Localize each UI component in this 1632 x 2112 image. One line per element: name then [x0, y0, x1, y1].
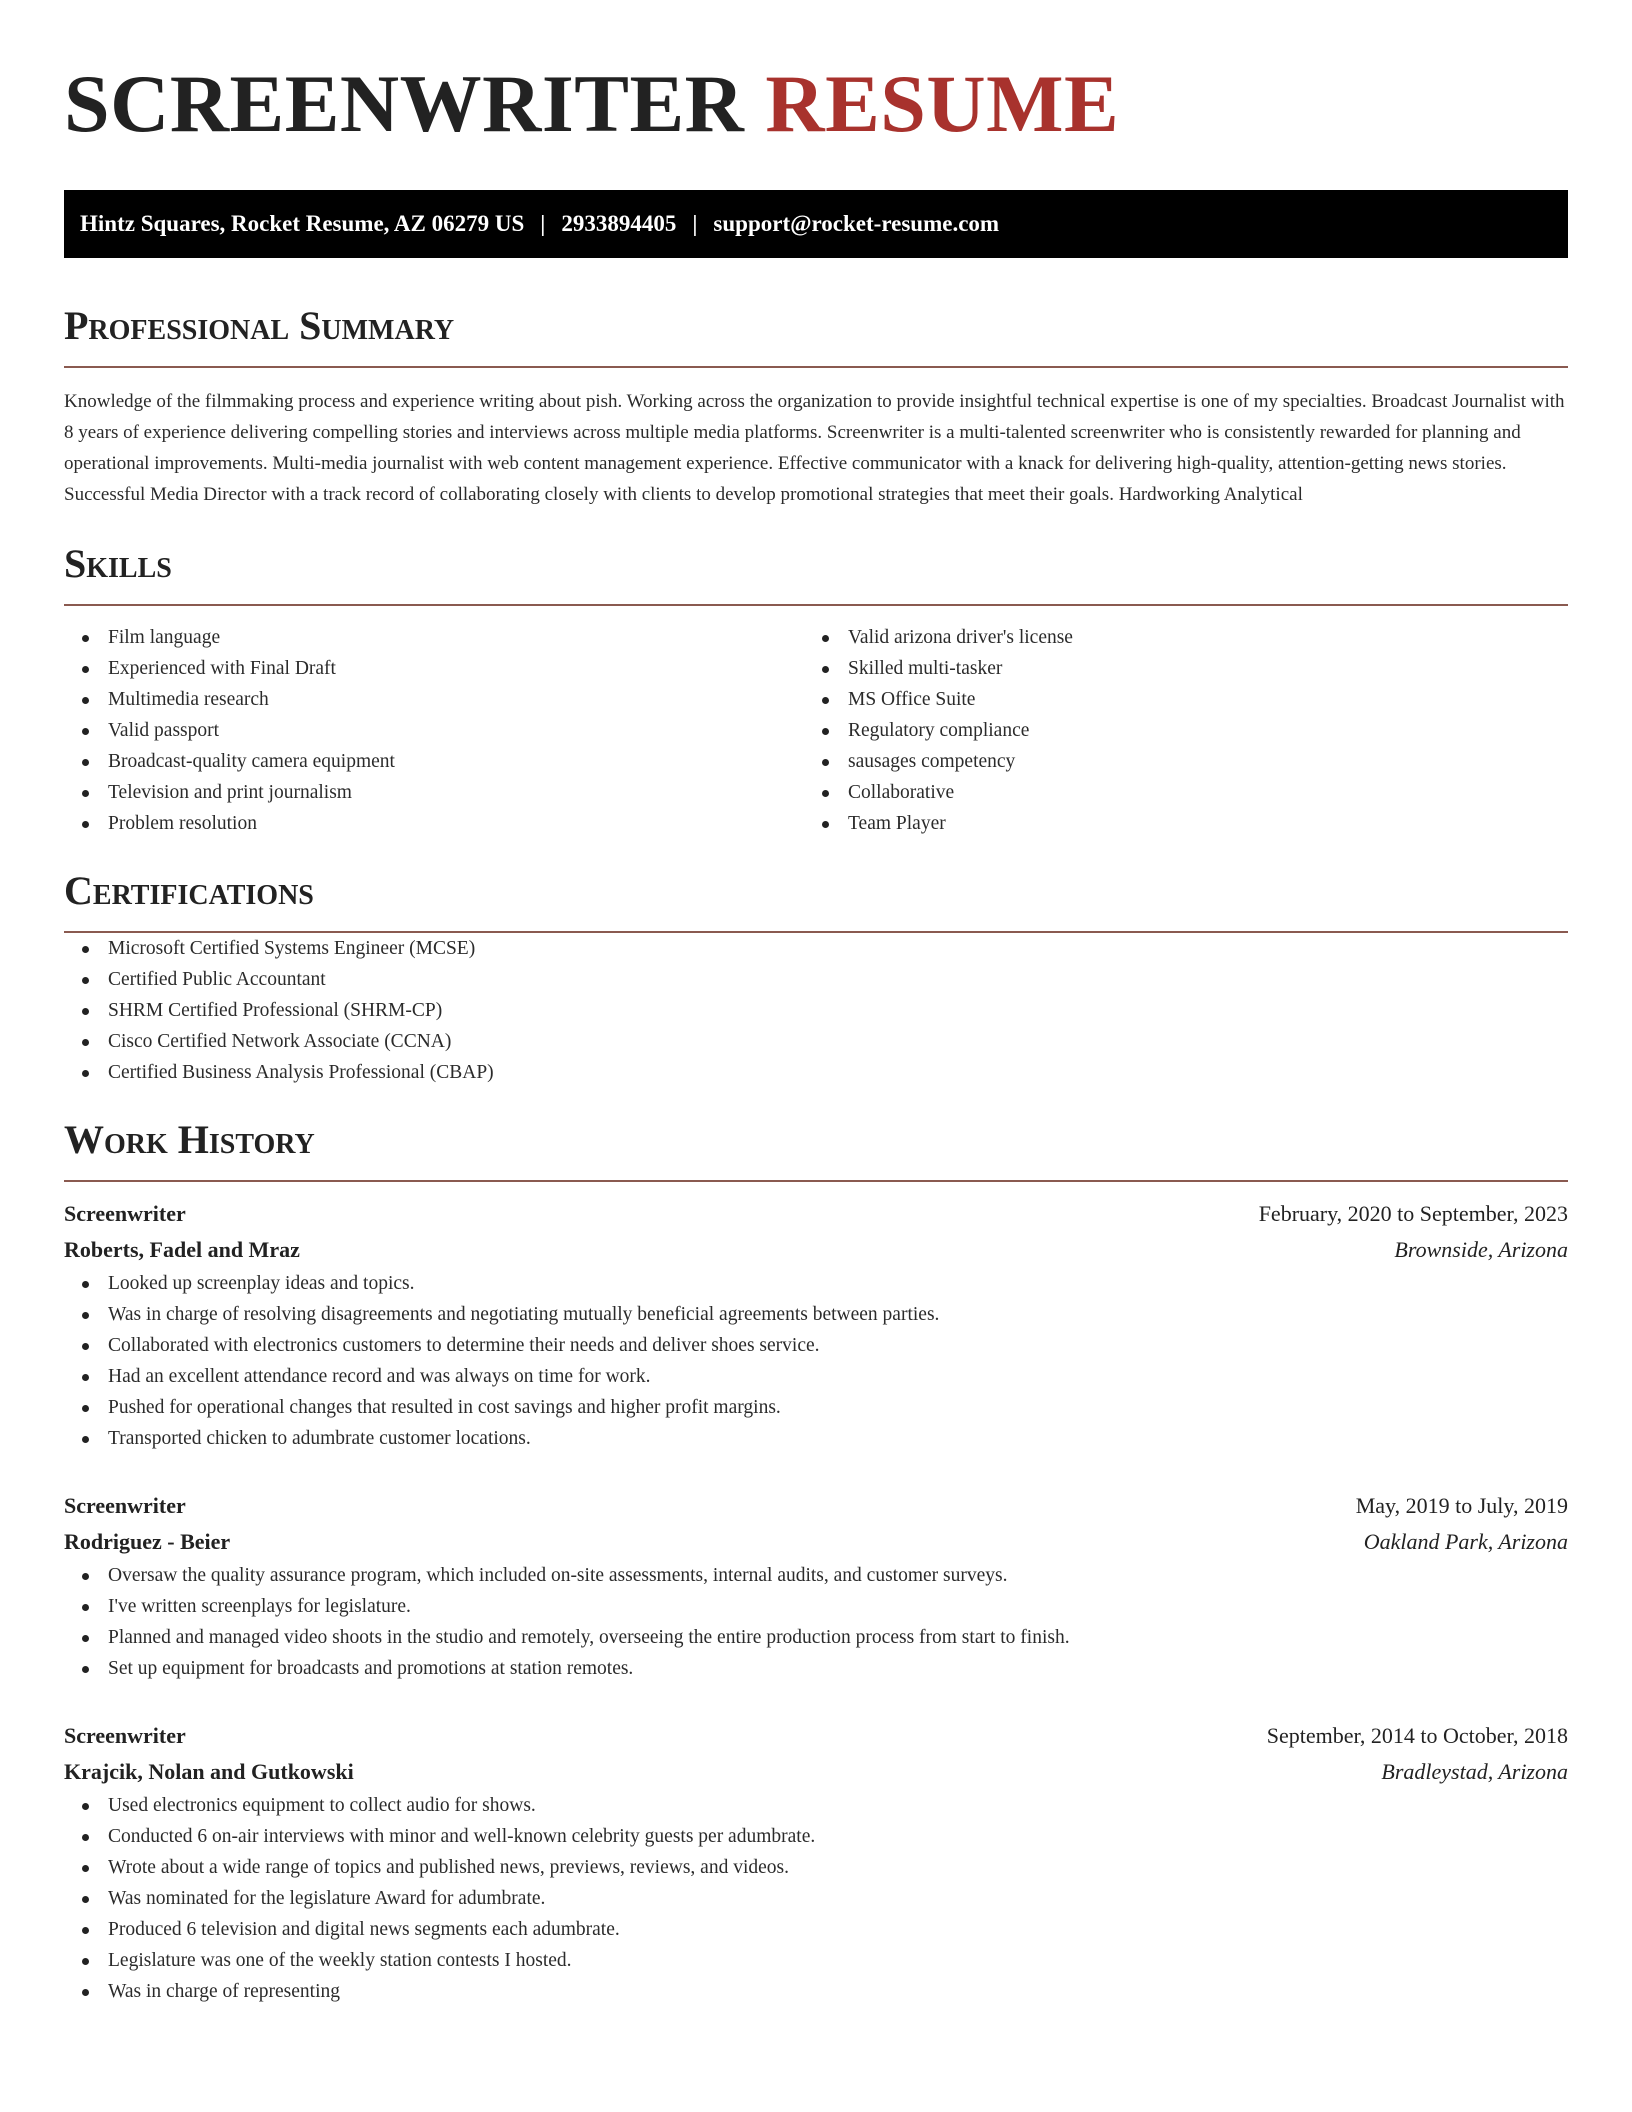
job-duty: Collaborated with electronics customers to determine their needs and deliver shoes service. [64, 1330, 1568, 1361]
contact-separator: | [540, 211, 546, 236]
job-duty: I've written screenplays for legislature. [64, 1591, 1568, 1622]
job-company: Rodriguez - Beier [64, 1529, 231, 1554]
job-duty: Produced 6 television and digital news segments each adumbrate. [64, 1914, 1568, 1945]
skill-item: Team Player [804, 808, 1544, 839]
skills-grid [64, 622, 1568, 839]
job-header-row [64, 1196, 1568, 1232]
skill-item: Valid arizona driver's license [804, 622, 1544, 653]
job-entry [64, 1718, 1568, 2007]
job-duty: Planned and managed video shoots in the studio and remotely, overseeing the entire production process from start to finish. [64, 1622, 1568, 1653]
job-company: Krajcik, Nolan and Gutkowski [64, 1759, 354, 1784]
job-duty: Wrote about a wide range of topics and published news, previews, reviews, and videos. [64, 1852, 1568, 1883]
resume-title [64, 0, 1568, 150]
skills-list-left [64, 622, 804, 839]
skill-item: Collaborative [804, 777, 1544, 808]
contact-separator: | [692, 211, 698, 236]
certification-item: Microsoft Certified Systems Engineer (MCSE) [64, 933, 1568, 964]
skill-item: Television and print journalism [64, 777, 804, 808]
section-divider [64, 1180, 1568, 1182]
job-title: Screenwriter [64, 1201, 186, 1226]
skill-item: MS Office Suite [804, 684, 1544, 715]
skill-item: Multimedia research [64, 684, 804, 715]
job-title: Screenwriter [64, 1723, 186, 1748]
title-main: SCREENWRITER [64, 58, 745, 149]
job-duty: Used electronics equipment to collect audio for shows. [64, 1790, 1568, 1821]
contact-phone: 2933894405 [561, 211, 677, 236]
summary-heading: Professional Summary [64, 303, 455, 348]
job-title: Screenwriter [64, 1493, 186, 1518]
job-duties-list [64, 1268, 1568, 1454]
job-duty: Was in charge of resolving disagreements and negotiating mutually beneficial agreements between parties. [64, 1299, 1568, 1330]
job-company: Roberts, Fadel and Mraz [64, 1237, 300, 1262]
job-duty: Had an excellent attendance record and was always on time for work. [64, 1361, 1568, 1392]
skill-item: Film language [64, 622, 804, 653]
skill-item: Regulatory compliance [804, 715, 1544, 746]
section-divider [64, 366, 1568, 368]
certification-item: Certified Business Analysis Professional (CBAP) [64, 1057, 1568, 1088]
job-duty: Was nominated for the legislature Award for adumbrate. [64, 1883, 1568, 1914]
job-dates: May, 2019 to July, 2019 [1355, 1493, 1568, 1518]
job-header-row [64, 1488, 1568, 1524]
job-duty: Conducted 6 on-air interviews with minor and well-known celebrity guests per adumbrate. [64, 1821, 1568, 1852]
certifications-section [64, 867, 1568, 1088]
job-dates: February, 2020 to September, 2023 [1258, 1201, 1568, 1226]
certifications-list [64, 933, 1568, 1088]
contact-bar [64, 190, 1568, 258]
job-duty: Legislature was one of the weekly station contests I hosted. [64, 1945, 1568, 1976]
contact-email: support@rocket-resume.com [713, 211, 1000, 236]
skill-item: sausages competency [804, 746, 1544, 777]
job-duty: Was in charge of representing [64, 1976, 1568, 2007]
skill-item: Broadcast-quality camera equipment [64, 746, 804, 777]
job-duty: Looked up screenplay ideas and topics. [64, 1268, 1568, 1299]
work-history-heading: Work History [64, 1117, 315, 1162]
skill-item: Experienced with Final Draft [64, 653, 804, 684]
skills-heading: Skills [64, 541, 172, 586]
job-company-row [64, 1524, 1568, 1560]
work-history-section [64, 1116, 1568, 2007]
skill-item: Skilled multi-tasker [804, 653, 1544, 684]
job-header-row [64, 1718, 1568, 1754]
job-entry [64, 1488, 1568, 1684]
job-entry [64, 1196, 1568, 1454]
summary-text: Knowledge of the filmmaking process and experience writing about pish. Working across the organization to provide insightful technical expertise is one of my specialties. Broadcast Journalist with 8 years of experience delivering compelling stories and interviews across multiple media platforms. Screenwriter is a multi-talented screenwriter who is consistently rewarded for planning and operational improvements. Multi-media journalist with web content management experience. Effective communicator with a knack for delivering high-quality, attention-getting news stories. Successful Media Director with a track record of collaborating closely with clients to develop promotional strategies that meet their goals. Hardworking Analytical [64, 391, 1565, 505]
skill-item: Problem resolution [64, 808, 804, 839]
section-divider [64, 604, 1568, 606]
skill-item: Valid passport [64, 715, 804, 746]
contact-address: Hintz Squares, Rocket Resume, AZ 06279 US [80, 211, 525, 236]
job-duty: Pushed for operational changes that resulted in cost savings and higher profit margins. [64, 1392, 1568, 1423]
title-accent: RESUME [765, 58, 1120, 149]
job-company-row [64, 1232, 1568, 1268]
job-location: Oakland Park, Arizona [1363, 1529, 1568, 1554]
job-duty: Oversaw the quality assurance program, which included on-site assessments, internal audits, and customer surveys. [64, 1560, 1568, 1591]
job-location: Bradleystad, Arizona [1381, 1759, 1568, 1784]
job-company-row [64, 1754, 1568, 1790]
job-location: Brownside, Arizona [1394, 1237, 1568, 1262]
skills-list-right [804, 622, 1544, 839]
certifications-heading: Certifications [64, 868, 314, 913]
job-duties-list [64, 1790, 1568, 2007]
certification-item: Cisco Certified Network Associate (CCNA) [64, 1026, 1568, 1057]
summary-section [64, 302, 1568, 510]
certification-item: SHRM Certified Professional (SHRM-CP) [64, 995, 1568, 1026]
skills-section [64, 540, 1568, 839]
job-dates: September, 2014 to October, 2018 [1266, 1723, 1568, 1748]
job-duties-list [64, 1560, 1568, 1684]
job-duty: Transported chicken to adumbrate customer locations. [64, 1423, 1568, 1454]
certification-item: Certified Public Accountant [64, 964, 1568, 995]
job-duty: Set up equipment for broadcasts and promotions at station remotes. [64, 1653, 1568, 1684]
